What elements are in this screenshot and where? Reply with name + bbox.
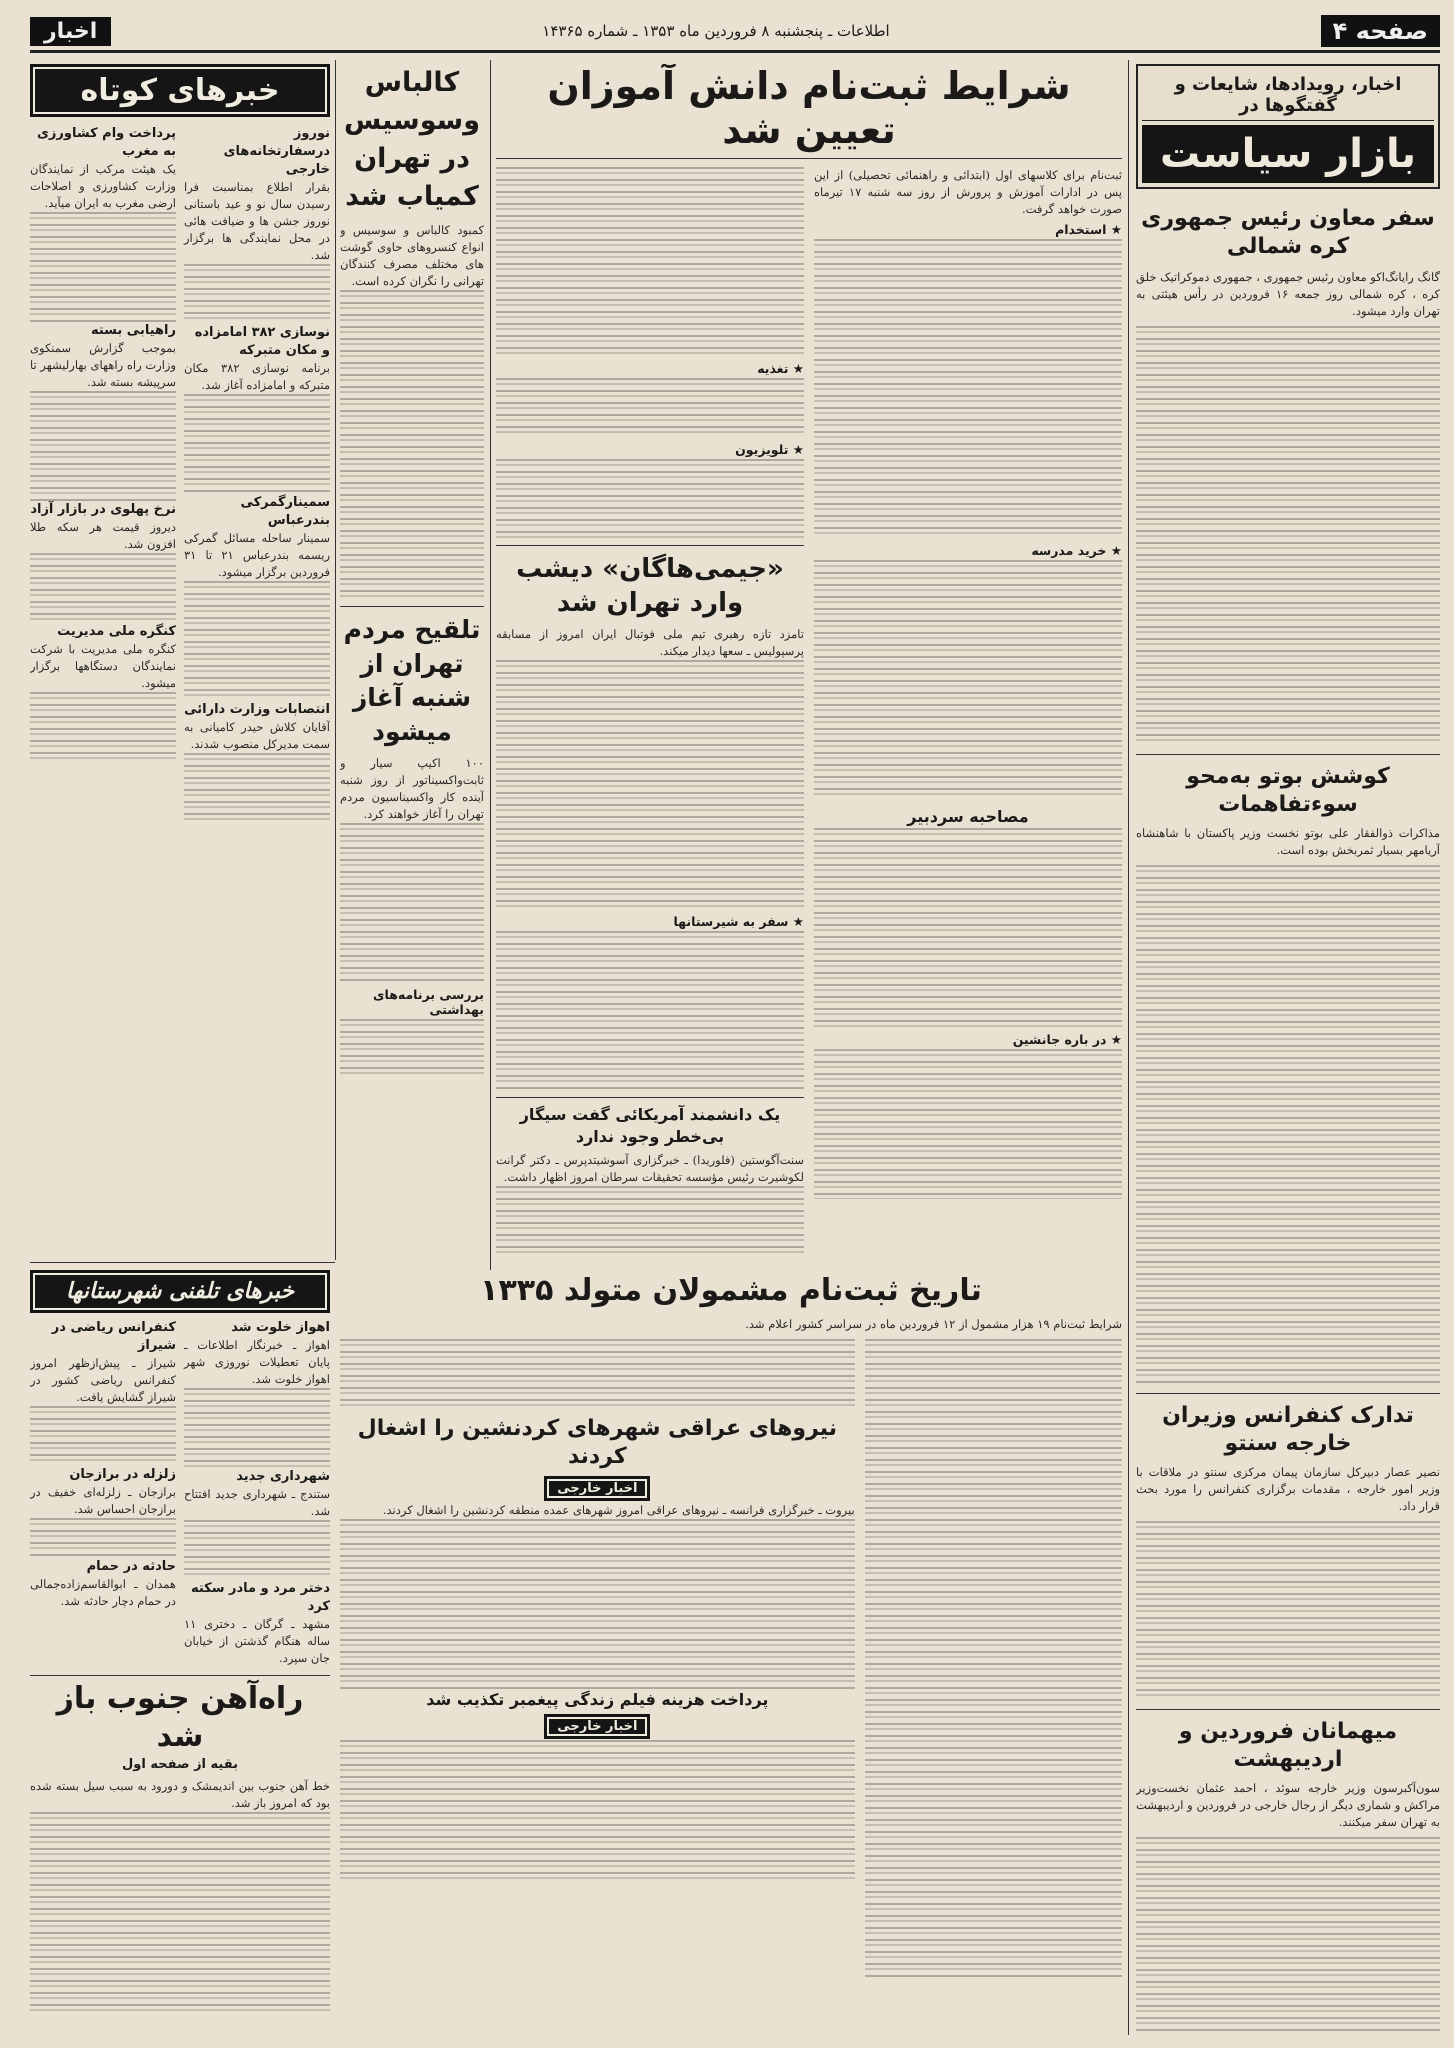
news-item-text: دیروز قیمت هر سکه طلا افزون شد. (30, 520, 176, 551)
news-item-title: راهیابی بسته (90, 323, 176, 338)
article-lead: مذاکرات ذوالفقار علی بوتو نخست وزیر پاکستان با شاهنشاه آریامهر بسیار ثمربخش بوده است. (1136, 826, 1440, 857)
article-body (1136, 1521, 1440, 1701)
news-item-text: همدان ـ ابوالقاسم‌زاده‌جمالی در حمام دچار حادثه شد. (30, 1577, 176, 1608)
registration-article (496, 167, 1122, 1256)
masthead (30, 12, 1440, 53)
article-title: کوشش بوتو به‌محو سوءتفاهمات (1186, 764, 1390, 817)
foreign-news-tag: اخبار خارجی (544, 1714, 650, 1739)
news-item-title: انتصابات وزارت دارائی (184, 702, 330, 717)
center-bottom-section (340, 1272, 1122, 2032)
news-item-text: آقایان کلاش حیدر کامیانی به سمت مدیرکل منصوب شدند. (184, 720, 330, 751)
article-body (30, 1812, 330, 2012)
news-item-text: مشهد ـ گرگان ـ دختری ۱۱ ساله هنگام گذشتن از خیابان جان سپرد. (184, 1617, 330, 1665)
article-lead: نصیر عصار دبیرکل سازمان پیمان مرکزی سنتو در ملاقات با وزیر امور خارجه ، مقدمات برگزاری کنفرانس را مورد بحث قرار داد. (1136, 1465, 1440, 1513)
news-item-title: پرداخت وام کشاورزی به مغرب (37, 126, 176, 159)
foreign-news-tag: اخبار خارجی (544, 1476, 650, 1501)
article-body (814, 560, 1122, 800)
subhead: ★ تلویزیون (496, 442, 804, 457)
article-body (340, 1339, 855, 1409)
news-item-title: اهواز خلوت شد (231, 1320, 330, 1335)
section-label: اخبار (30, 17, 111, 46)
news-item-text: بموجب گزارش سمنکوی وزارت راه راههای بهارلیشهر تا سرپیشه بسته شد. (30, 341, 176, 389)
article-body (1136, 865, 1440, 1385)
issue-info: اطلاعات ـ پنجشنبه ۸ فروردین ماه ۱۳۵۳ ـ شماره ۱۴۳۶۵ (542, 22, 890, 40)
article-lead: شرایط ثبت‌نام ۱۹ هزار مشمول از ۱۲ فروردین ماه در سراسر کشور اعلام شد. (745, 1317, 1122, 1331)
article-body (814, 239, 1122, 539)
news-item-text: برنامه نوسازی ۳۸۲ مکان متبرکه و امامزاده آغاز شد. (184, 361, 330, 392)
subhead: مصاحبه سردبیر (907, 807, 1029, 826)
news-item-text: کنگره ملی مدیریت با شرکت نمایندگان دستگاهها برگزار میشود. (30, 642, 176, 690)
politics-column (1136, 64, 1440, 2034)
article-body (496, 459, 804, 539)
article-lead: تامزد تازه رهبری تیم ملی فوتبال ایران امروز از مسابقه پرسپولیس ـ سعها دیدار میکند. (496, 627, 804, 658)
article-lead: ثبت‌نام برای کلاسهای اول (ابتدائی و راهنمائی تحصیلی) از این پس در ادارات آموزش و پرورش از روز سه شنبه ۱۷ تیرماه صورت خواهد گرفت. (814, 168, 1122, 216)
news-item-title: کنفرانس ریاضی در شیراز (51, 1320, 176, 1353)
article-title: میهمانان فروردین و اردیبهشت (1178, 1719, 1398, 1772)
politics-box-title: بازار سیاست (1142, 125, 1434, 183)
subhead: ★ سفر به شیرستانها (496, 914, 804, 929)
news-item-text: برازجان ـ زلزله‌ای خفیف در برازجان احساس شد. (30, 1485, 176, 1516)
news-item-title: کنگره ملی مدیریت (57, 624, 176, 639)
news-item-title: نوروز درسفارتخانه‌های خارجی (223, 126, 330, 177)
article-lead: سنت‌آگوستین (فلوریدا) ـ خبرگزاری آسوشیتدپرس ـ دکتر گرانت لکوشیرت رئیس مؤسسه تحقیقات سرطان امروز اظهار داشت. (496, 1153, 804, 1184)
news-item-title: حادثه در حمام (86, 1559, 176, 1574)
column-rule (1128, 60, 1129, 2035)
article-title: پرداخت هزینه فیلم زندگی پیغمبر تکذیب شد (426, 1690, 769, 1709)
news-item-title: زلزله در برازجان (69, 1467, 176, 1482)
subhead: ★ تغذیه (496, 361, 804, 376)
article-body (865, 1339, 1122, 1979)
article-body (1136, 1837, 1440, 2034)
article-title: نیروهای عراقی شهرهای کردنشین را اشغال کردند (357, 1416, 838, 1469)
article-body (496, 167, 804, 357)
article-lead: بیروت ـ خبرگزاری فرانسه ـ نیروهای عراقی امروز شهرهای عمده منطقه کردنشین را اشغال کردند. (382, 1503, 855, 1517)
column-rule (490, 60, 491, 1270)
center-column (496, 64, 1122, 1264)
food-health-column (340, 64, 484, 1264)
news-item-text: شیراز ـ پیش‌ازظهر امروز کنفرانس ریاضی کشور در شیراز گشایش یافت. (30, 1356, 176, 1404)
short-news-column (30, 64, 330, 1260)
politics-box (1136, 64, 1440, 189)
article-lead: کمبود کالباس و سوسیس و انواع کنسروهای حاوی گوشت های مختلف مصرف کنندگان تهرانی را نگران کرده است. (340, 223, 484, 288)
news-item-title: نرخ پهلوی در بازار آزاد (30, 502, 176, 517)
article-body (340, 823, 484, 983)
article-title: تلقیح مردم تهران از شنبه آغاز میشود (343, 615, 481, 746)
section-rule (30, 1262, 335, 1263)
article-title: راه‌آهن جنوب باز شد (56, 1681, 304, 1754)
subhead: ★ خرید مدرسه (814, 543, 1122, 558)
column-rule (335, 60, 336, 1260)
main-headline: شرایط ثبت‌نام دانش آموزان تعیین شد (547, 64, 1071, 152)
article-body (814, 828, 1122, 1028)
article-body (496, 660, 804, 910)
subhead: بررسی برنامه‌های بهداشتی (373, 987, 484, 1017)
article-lead: گانگ رایانگ‌اکو معاون رئیس جمهوری ، جمهوری دموکراتیک خلق کره ، کره شمالی روز جمعه ۱۶ فروردین در رأس هیئتی به تهران وارد میشود. (1136, 270, 1440, 318)
article-title: «جیمی‌هاگان» دیشب وارد تهران شد (516, 554, 784, 618)
article-title: سفر معاون رئیس جمهوری کره شمالی (1141, 206, 1435, 259)
article-body (1136, 326, 1440, 746)
page-number-label: صفحه ۴ (1321, 15, 1440, 47)
news-item-text: سمینار ساحله مسائل گمرکی ریسمه بندرعباس ۲۱ تا ۳۱ فروردین برگزار میشود. (184, 531, 330, 579)
article-body (496, 1186, 804, 1256)
article-title: تدارک کنفرانس وزیران خارجه سنتو (1162, 1403, 1414, 1456)
news-item-text: یک هیئت مرکب از نمایندگان وزارت کشاورزی و اصلاحات ارضی مغرب به ایران میآید. (30, 162, 176, 210)
politics-box-subtitle: اخبار، رویدادها، شایعات و گفتگوها در (1142, 70, 1434, 121)
article-title: کالباس وسوسیس در تهران کمیاب شد (343, 67, 480, 212)
news-item-title: نوسازی ۳۸۲ امامزاده و مکان متبرکه (194, 325, 330, 358)
article-body (340, 290, 484, 600)
news-item-text: بقرار اطلاع بمناسبت فرا رسیدن سال نو و عید باستانی نوروز جشن ها و ضیافت هائی در محل نمایندگی ها برگزار شد. (184, 180, 330, 262)
article-title: یک دانشمند آمریکائی گفت سیگار بی‌خطر وجود ندارد (519, 1105, 781, 1146)
provincial-news-section (30, 1270, 330, 2034)
news-item-title: شهرداری جدید (236, 1469, 330, 1484)
article-body (814, 1049, 1122, 1199)
article-lead: ۱۰۰ اکیپ سیار و ثابت‌واکسیناتور از روز شنبه آینده کار واکسیناسیون مردم تهران را آغاز خواهند کرد. (340, 756, 484, 821)
subhead: ★ در باره جانشین (814, 1032, 1122, 1047)
news-item-text: اهواز ـ خبرنگار اطلاعات ـ پایان تعطیلات نوروزی شهر اهواز خلوت شد. (184, 1338, 330, 1386)
subhead: ★ استخدام (814, 222, 1122, 237)
article-title: تاریخ ثبت‌نام مشمولان متولد ۱۳۳۵ (480, 1273, 982, 1308)
article-body (340, 1740, 855, 1880)
article-body (340, 1519, 855, 1689)
article-subtitle: بقیه از صفحه اول (122, 1757, 238, 1772)
article-lead: خط آهن جنوب بین اندیمشک و دورود به سبب سیل بسته شده بود که امروز باز شد. (30, 1779, 330, 1810)
short-news-banner: خبرهای کوتاه (30, 64, 330, 117)
article-body (496, 378, 804, 438)
article-body (496, 931, 804, 1091)
news-item-text: ستندج ـ شهرداری جدید افتتاح شد. (184, 1487, 330, 1518)
article-lead: سون‌آکبرسون وزیر خارجه سوئد ، احمد عثمان نخست‌وزیر مراکش و شماری دیگر از رجال خارجی در فروردین و اردیبهشت به تهران سفر میکنند. (1136, 1781, 1440, 1829)
phone-news-banner: خبرهای تلفنی شهرستانها (30, 1270, 330, 1313)
article-body (340, 1019, 484, 1079)
news-item-title: دختر مرد و مادر سکته کرد (190, 1581, 330, 1614)
news-item-title: سمینارگمرکی بندرعباس (240, 495, 330, 528)
